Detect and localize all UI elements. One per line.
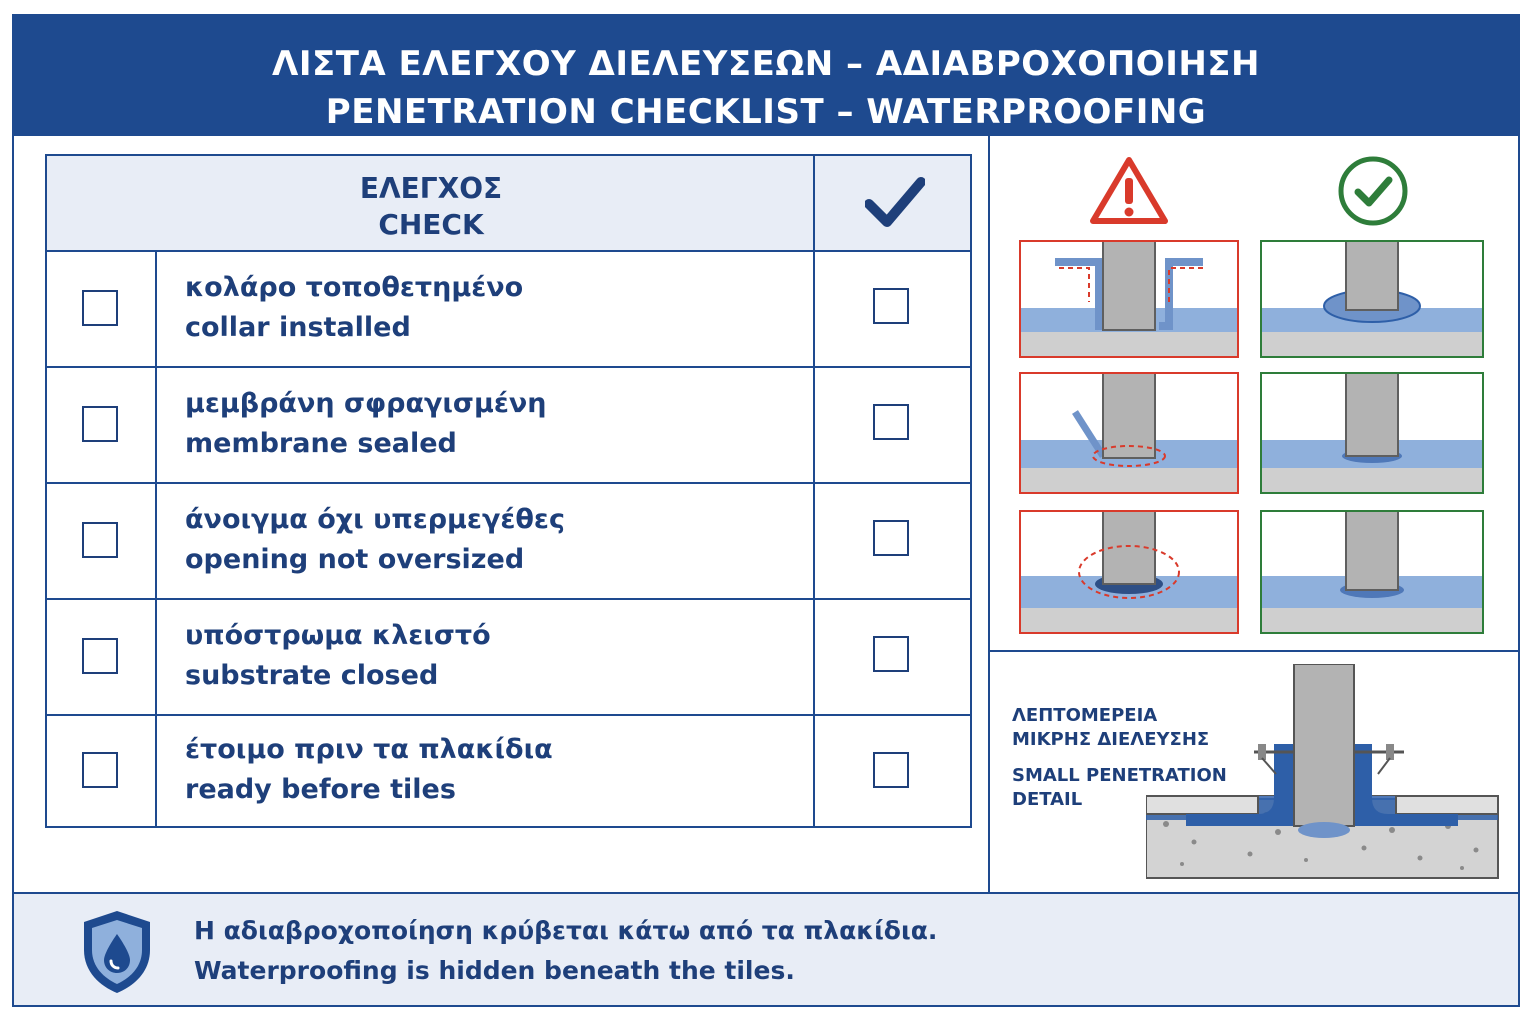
title-greek: ΛΙΣΤΑ ΕΛΕΓΧΟΥ ΔΙΕΛΕΥΣΕΩΝ – ΑΔΙΑΒΡΟΧΟΠΟΙΗΣΗ (272, 44, 1260, 84)
row-label-greek: έτοιμο πριν τα πλακίδια (185, 734, 553, 765)
table-row (47, 484, 970, 600)
row-label-english: ready before tiles (185, 774, 456, 805)
row-checkbox-left[interactable] (82, 752, 118, 788)
table-row (47, 716, 970, 826)
table-row (47, 252, 970, 368)
row-checkbox-right[interactable] (873, 404, 909, 440)
row-label-english: substrate closed (185, 660, 439, 691)
good-collar-illustration (1260, 240, 1484, 358)
shield-water-drop-icon (80, 908, 154, 996)
table-row (47, 368, 970, 484)
row-label-english: collar installed (185, 312, 411, 343)
good-opening-illustration (1260, 510, 1484, 634)
row-checkbox-right[interactable] (873, 752, 909, 788)
bad-opening-illustration (1019, 510, 1239, 634)
bad-collar-illustration (1019, 240, 1239, 358)
panel-divider-vertical (988, 136, 990, 893)
checklist-table (45, 154, 972, 828)
footer-text-greek: Η αδιαβροχοποίηση κρύβεται κάτω από τα πλακίδια. (194, 916, 938, 945)
row-checkbox-right[interactable] (873, 520, 909, 556)
row-checkbox-left[interactable] (82, 522, 118, 558)
footer-text-english: Waterproofing is hidden beneath the tiles. (194, 956, 795, 985)
row-checkbox-right[interactable] (873, 636, 909, 672)
detail-label-greek-line1: ΛΕΠΤΟΜΕΡΕΙΑ (1012, 705, 1158, 726)
check-circle-icon (1336, 154, 1410, 228)
detail-label-english-line2: DETAIL (1012, 789, 1083, 810)
bad-membrane-illustration (1019, 372, 1239, 494)
table-header (47, 156, 970, 252)
row-checkbox-left[interactable] (82, 406, 118, 442)
table-head-greek: ΕΛΕΓΧΟΣ (359, 172, 503, 205)
row-label-english: membrane sealed (185, 428, 457, 459)
detail-label-greek-line2: ΜΙΚΡΗΣ ΔΙΕΛΕΥΣΗΣ (1012, 729, 1210, 750)
row-label-english: opening not oversized (185, 544, 525, 575)
good-membrane-illustration (1260, 372, 1484, 494)
row-label-greek: κολάρο τοποθετημένο (185, 272, 524, 303)
row-checkbox-left[interactable] (82, 638, 118, 674)
warning-triangle-icon (1088, 154, 1170, 226)
footer-note (14, 894, 1518, 1005)
checkmark-icon (865, 176, 925, 230)
detail-label-english-line1: SMALL PENETRATION (1012, 765, 1227, 786)
small-penetration-detail-illustration (1146, 664, 1500, 880)
row-label-greek: άνοιγμα όχι υπερμεγέθες (185, 504, 565, 535)
table-head-english: CHECK (378, 208, 484, 241)
row-checkbox-left[interactable] (82, 290, 118, 326)
table-row (47, 600, 970, 716)
panel-divider-horizontal (988, 650, 1520, 652)
row-checkbox-right[interactable] (873, 288, 909, 324)
title-english: PENETRATION CHECKLIST – WATERPROOFING (325, 92, 1207, 132)
title-banner (12, 14, 1520, 136)
row-label-greek: μεμβράνη σφραγισμένη (185, 388, 547, 419)
row-label-greek: υπόστρωμα κλειστό (185, 620, 491, 651)
